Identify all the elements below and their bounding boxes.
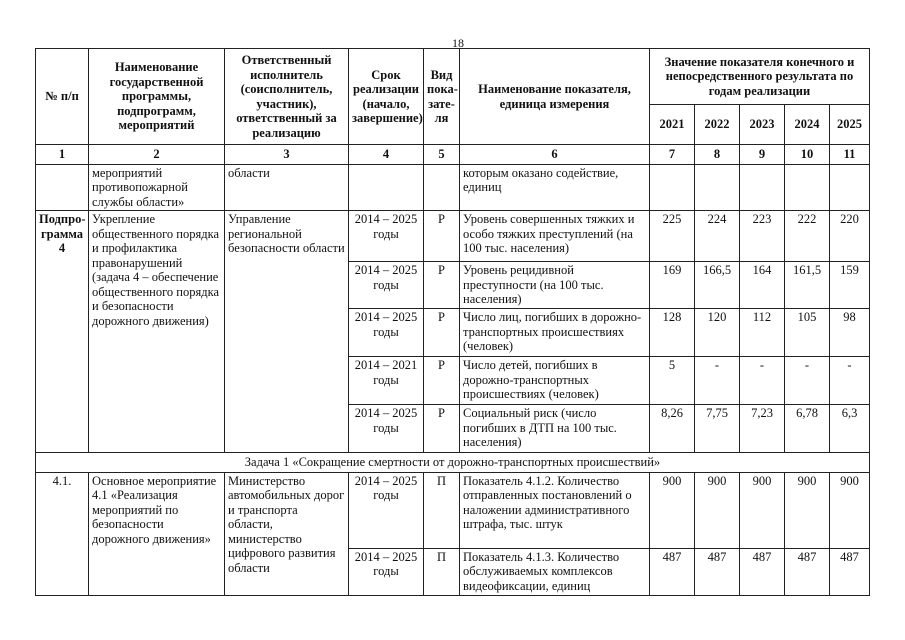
header-values-group: Значение показателя конечного и непосредственного результата по годам реализации <box>650 49 870 105</box>
task-row <box>36 453 870 473</box>
value-cell: - <box>740 357 785 405</box>
type-cell: Р <box>424 211 460 262</box>
column-number: 7 <box>650 145 695 165</box>
term-cell: 2014 – 2021 годы <box>349 357 424 405</box>
value-cell: 223 <box>740 211 785 262</box>
value-cell: - <box>785 357 830 405</box>
type-cell: П <box>424 548 460 595</box>
value-cell: 120 <box>695 309 740 357</box>
subprogram-num: Подпро-грамма 4 <box>36 211 89 453</box>
value-cell: 224 <box>695 211 740 262</box>
cont-indicator: которым оказано содействие, единиц <box>460 164 650 211</box>
column-number: 11 <box>830 145 870 165</box>
table-row <box>36 211 870 262</box>
subprogram-name: Укрепление общественного порядка и профилактика правонарушений (задача 4 – обеспечение общественного порядка и безопасности дорожного движения) <box>89 211 225 453</box>
header-indicator: Наименование показателя, единица измерения <box>460 49 650 145</box>
value-cell: 5 <box>650 357 695 405</box>
term-cell: 2014 – 2025 годы <box>349 405 424 453</box>
indicator-cell: Число лиц, погибших в дорожно-транспортных происшествиях (человек) <box>460 309 650 357</box>
term-cell: 2014 – 2025 годы <box>349 262 424 309</box>
value-cell: 6,3 <box>830 405 870 453</box>
value-cell: 7,23 <box>740 405 785 453</box>
value-cell: 900 <box>785 472 830 548</box>
type-cell: Р <box>424 357 460 405</box>
value-cell: 112 <box>740 309 785 357</box>
value-cell: 169 <box>650 262 695 309</box>
indicator-cell: Уровень рецидивной преступности (на 100 тыс. населения) <box>460 262 650 309</box>
column-number: 4 <box>349 145 424 165</box>
value-cell: 487 <box>650 548 695 595</box>
indicator-cell: Социальный риск (число погибших в ДТП на 100 тыс. населения) <box>460 405 650 453</box>
indicator-cell: Уровень совершенных тяжких и особо тяжких преступлений (на 100 тыс. населения) <box>460 211 650 262</box>
header-name: Наименование государственной программы, подпрограмм, мероприятий <box>89 49 225 145</box>
header-type: Вид пока-зате-ля <box>424 49 460 145</box>
measure-name: Основное мероприятие 4.1 «Реализация мероприятий по безопасности дорожного движения» <box>89 472 225 595</box>
indicator-cell: Показатель 4.1.3. Количество обслуживаемых комплексов видеофиксации, единиц <box>460 548 650 595</box>
column-number: 3 <box>225 145 349 165</box>
value-cell: 161,5 <box>785 262 830 309</box>
value-cell: 225 <box>650 211 695 262</box>
term-cell: 2014 – 2025 годы <box>349 211 424 262</box>
header-year: 2024 <box>785 105 830 145</box>
measure-num: 4.1. <box>36 472 89 595</box>
column-number-row <box>36 145 870 165</box>
continuation-row <box>36 164 870 211</box>
value-cell: 487 <box>830 548 870 595</box>
value-cell: 487 <box>785 548 830 595</box>
value-cell: - <box>695 357 740 405</box>
value-cell: 159 <box>830 262 870 309</box>
subprogram-responsible: Управление региональной безопасности области <box>225 211 349 453</box>
type-cell: П <box>424 472 460 548</box>
value-cell: - <box>830 357 870 405</box>
type-cell: Р <box>424 309 460 357</box>
column-number: 8 <box>695 145 740 165</box>
value-cell: 900 <box>695 472 740 548</box>
value-cell: 8,26 <box>650 405 695 453</box>
header-term: Срок реализации (начало, завершение) <box>349 49 424 145</box>
header-year: 2023 <box>740 105 785 145</box>
value-cell: 7,75 <box>695 405 740 453</box>
value-cell: 166,5 <box>695 262 740 309</box>
type-cell: Р <box>424 405 460 453</box>
header-year: 2025 <box>830 105 870 145</box>
indicator-cell: Число детей, погибших в дорожно-транспортных происшествиях (человек) <box>460 357 650 405</box>
indicators-table <box>35 48 870 596</box>
term-cell: 2014 – 2025 годы <box>349 472 424 548</box>
header-num: № п/п <box>36 49 89 145</box>
value-cell: 98 <box>830 309 870 357</box>
column-number: 5 <box>424 145 460 165</box>
header-year: 2022 <box>695 105 740 145</box>
value-cell: 220 <box>830 211 870 262</box>
task-title: Задача 1 «Сокращение смертности от дорожно-транспортных происшествий» <box>36 453 870 473</box>
column-number: 10 <box>785 145 830 165</box>
header-year: 2021 <box>650 105 695 145</box>
type-cell: Р <box>424 262 460 309</box>
column-number: 6 <box>460 145 650 165</box>
column-number: 9 <box>740 145 785 165</box>
value-cell: 128 <box>650 309 695 357</box>
cont-responsible: области <box>225 164 349 211</box>
term-cell: 2014 – 2025 годы <box>349 309 424 357</box>
value-cell: 6,78 <box>785 405 830 453</box>
column-number: 1 <box>36 145 89 165</box>
value-cell: 900 <box>650 472 695 548</box>
cont-name: мероприятий противопожарной службы области» <box>89 164 225 211</box>
value-cell: 487 <box>740 548 785 595</box>
header-responsible: Ответственный исполнитель (соисполнитель, участник), ответственный за реализацию <box>225 49 349 145</box>
value-cell: 900 <box>830 472 870 548</box>
value-cell: 164 <box>740 262 785 309</box>
indicator-cell: Показатель 4.1.2. Количество отправленных постановлений о наложении административного штрафа, тыс. штук <box>460 472 650 548</box>
measure-responsible: Министерство автомобильных дорог и транспорта области, министерство цифрового развития области <box>225 472 349 595</box>
column-number: 2 <box>89 145 225 165</box>
value-cell: 222 <box>785 211 830 262</box>
value-cell: 105 <box>785 309 830 357</box>
value-cell: 487 <box>695 548 740 595</box>
page-number: 18 <box>452 36 464 50</box>
table-row <box>36 472 870 548</box>
term-cell: 2014 – 2025 годы <box>349 548 424 595</box>
value-cell: 900 <box>740 472 785 548</box>
